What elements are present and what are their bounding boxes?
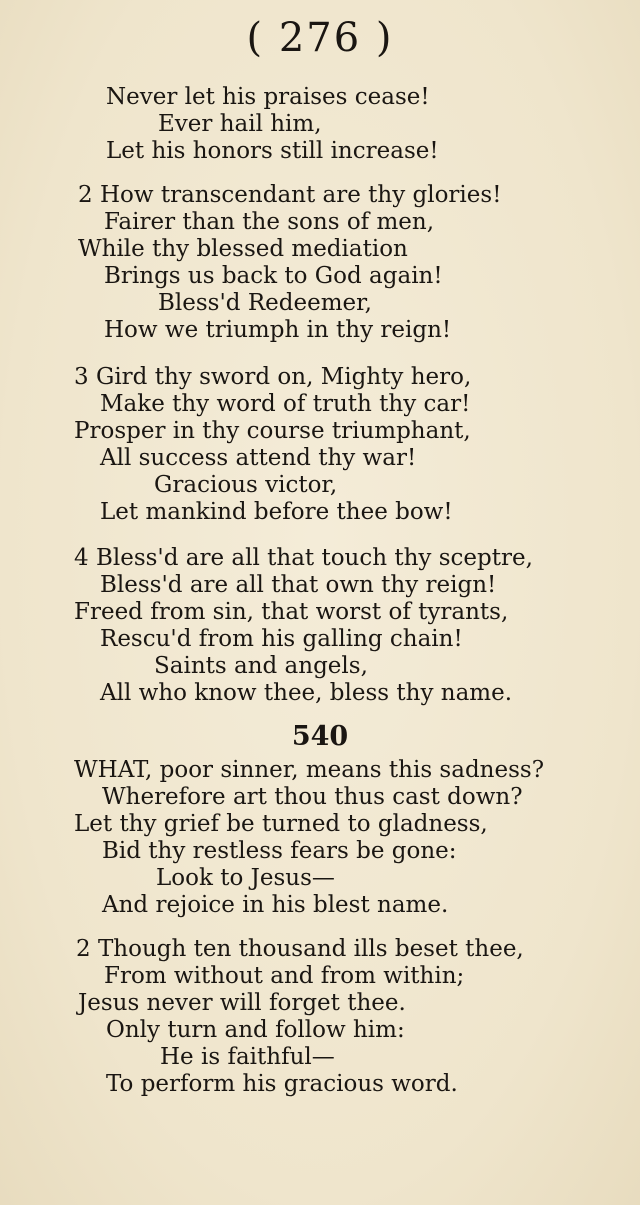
verse-line: Brings us back to God again! xyxy=(104,263,443,289)
verse-line: Freed from sin, that worst of tyrants, xyxy=(74,599,509,625)
verse-line: Jesus never will forget thee. xyxy=(78,990,406,1016)
verse-line: Saints and angels, xyxy=(154,653,368,679)
verse-line: Only turn and follow him: xyxy=(106,1017,405,1043)
verse-line: All success attend thy war! xyxy=(100,445,417,471)
verse-line: To perform his gracious word. xyxy=(106,1071,458,1097)
verse-line: Never let his praises cease! xyxy=(106,84,430,110)
verse-line: He is faithful— xyxy=(160,1044,335,1070)
verse-line: 2 How transcendant are thy glories! xyxy=(78,182,502,208)
verse-line: Let mankind before thee bow! xyxy=(100,499,453,525)
verse-line: Wherefore art thou thus cast down? xyxy=(102,784,523,810)
verse-line: Ever hail him, xyxy=(158,111,322,137)
page-number: ( 276 ) xyxy=(246,15,394,61)
verse-line: From without and from within; xyxy=(104,963,465,989)
verse-line: All who know thee, bless thy name. xyxy=(100,680,513,706)
verse-line: And rejoice in his blest name. xyxy=(102,892,449,918)
verse-line: Bless'd Redeemer, xyxy=(158,290,372,316)
hymn-number: 540 xyxy=(291,721,349,752)
verse-line: Let thy grief be turned to gladness, xyxy=(74,811,488,837)
verse-line: Gracious victor, xyxy=(154,472,338,498)
verse-line: Rescu'd from his galling chain! xyxy=(100,626,463,652)
verse-line: Make thy word of truth thy car! xyxy=(100,391,471,417)
verse-line: Bid thy restless fears be gone: xyxy=(102,838,457,864)
verse-line: 4 Bless'd are all that touch thy sceptre, xyxy=(74,545,533,571)
verse-line: How we triumph in thy reign! xyxy=(104,317,452,343)
verse-line: Let his honors still increase! xyxy=(106,138,439,164)
verse-line: While thy blessed mediation xyxy=(78,236,408,262)
verse-line: Bless'd are all that own thy reign! xyxy=(100,572,497,598)
verse-line: 2 Though ten thousand ills beset thee, xyxy=(76,936,524,962)
verse-line: WHAT, poor sinner, means this sadness? xyxy=(74,757,545,783)
verse-line: Look to Jesus— xyxy=(156,865,335,891)
verse-line: Fairer than the sons of men, xyxy=(104,209,435,235)
verse-line: Prosper in thy course triumphant, xyxy=(74,418,471,444)
verse-line: 3 Gird thy sword on, Mighty hero, xyxy=(74,364,472,390)
